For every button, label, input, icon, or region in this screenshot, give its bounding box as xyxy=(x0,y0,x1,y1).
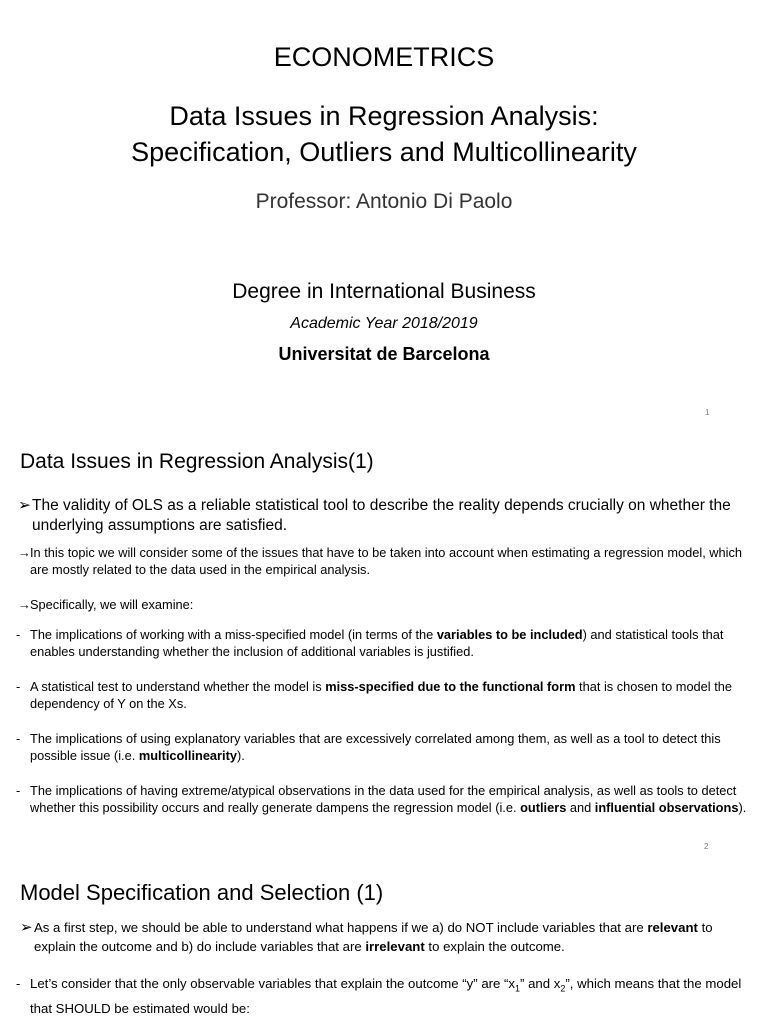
course-title: ECONOMETRICS xyxy=(273,42,495,72)
paragraph-1 xyxy=(18,544,753,578)
examine-list xyxy=(0,626,768,834)
lead-bullet xyxy=(18,496,748,536)
lead-text: As a first step, we should be able to understand what happens if we a) do NOT include variables that are relevant to explain the outcome and b) do include variables that are irrelevant to explain the outcome. xyxy=(34,920,713,954)
dash-marker: - xyxy=(16,731,21,746)
page-number: 2 xyxy=(704,842,709,851)
lecture-title-line1: Data Issues in Regression Analysis: xyxy=(169,101,599,131)
dash-marker: - xyxy=(16,783,21,798)
bullet-arrowhead-icon: ➢ xyxy=(18,497,31,514)
dash-marker: - xyxy=(16,679,21,694)
slide-title: Data Issues in Regression Analysis(1) xyxy=(20,450,374,473)
content-slide-2 xyxy=(0,430,768,860)
content-slide-3 xyxy=(0,860,768,1024)
list-item-text: The implications of working with a miss-specified model (in terms of the variables to be included) and statistical tools that enables understanding whether the inclusion of additional variables is justified. xyxy=(30,627,724,659)
lecture-title-line2: Specification, Outliers and Multicollinearity xyxy=(131,137,637,167)
list-item xyxy=(16,730,756,764)
list-item-text: A statistical test to understand whether the model is miss-specified due to the functional form that is chosen to model the dependency of Y on the Xs. xyxy=(30,679,732,711)
title-slide xyxy=(0,0,768,430)
list-item-text: The implications of using explanatory variables that are excessively correlated among them, as well as a tool to detect this possible issue (i.e. multicollinearity). xyxy=(30,731,721,763)
lecture-title xyxy=(0,98,768,170)
paragraph-1-text: In this topic we will consider some of the issues that have to be taken into account when estimating a regression model, which are mostly related to the data used in the empirical analysis. xyxy=(30,545,743,577)
lead-text: The validity of OLS as a reliable statistical tool to describe the reality depends crucially on whether the underlying assumptions are satisfied. xyxy=(32,497,731,534)
degree-name: Degree in International Business xyxy=(232,280,536,303)
university-name: Universitat de Barcelona xyxy=(278,344,490,364)
dash-marker: - xyxy=(16,627,21,642)
lead-bullet xyxy=(20,918,748,956)
list-item-text: Let’s consider that the only observable variables that explain the outcome “y” are “$x_1$” and $x_2$”, which means that the model that SHOULD be estimated would be: xyxy=(30,976,742,1016)
paragraph-2-text: Specifically, we will examine: xyxy=(30,597,194,612)
dash-marker: - xyxy=(16,976,21,991)
list-item xyxy=(16,974,756,1018)
right-arrow-icon: → xyxy=(18,597,31,612)
list-item xyxy=(16,782,756,816)
academic-year: Academic Year 2018/2019 xyxy=(290,315,478,332)
professor-name: Professor: Antonio Di Paolo xyxy=(255,190,513,213)
right-arrow-icon: → xyxy=(18,545,31,560)
list-item xyxy=(16,678,756,712)
list-item-text: The implications of having extreme/atypical observations in the data used for the empirical analysis, as well as tools to detect whether this possibility occurs and really generate dampens the regression model (i.e. outliers and influential observations). xyxy=(30,783,747,815)
list-item xyxy=(16,626,756,660)
bullet-arrowhead-icon: ➢ xyxy=(20,919,33,936)
paragraph-2 xyxy=(18,596,753,613)
page-number: 1 xyxy=(705,408,710,417)
slide-title: Model Specification and Selection (1) xyxy=(20,880,384,905)
